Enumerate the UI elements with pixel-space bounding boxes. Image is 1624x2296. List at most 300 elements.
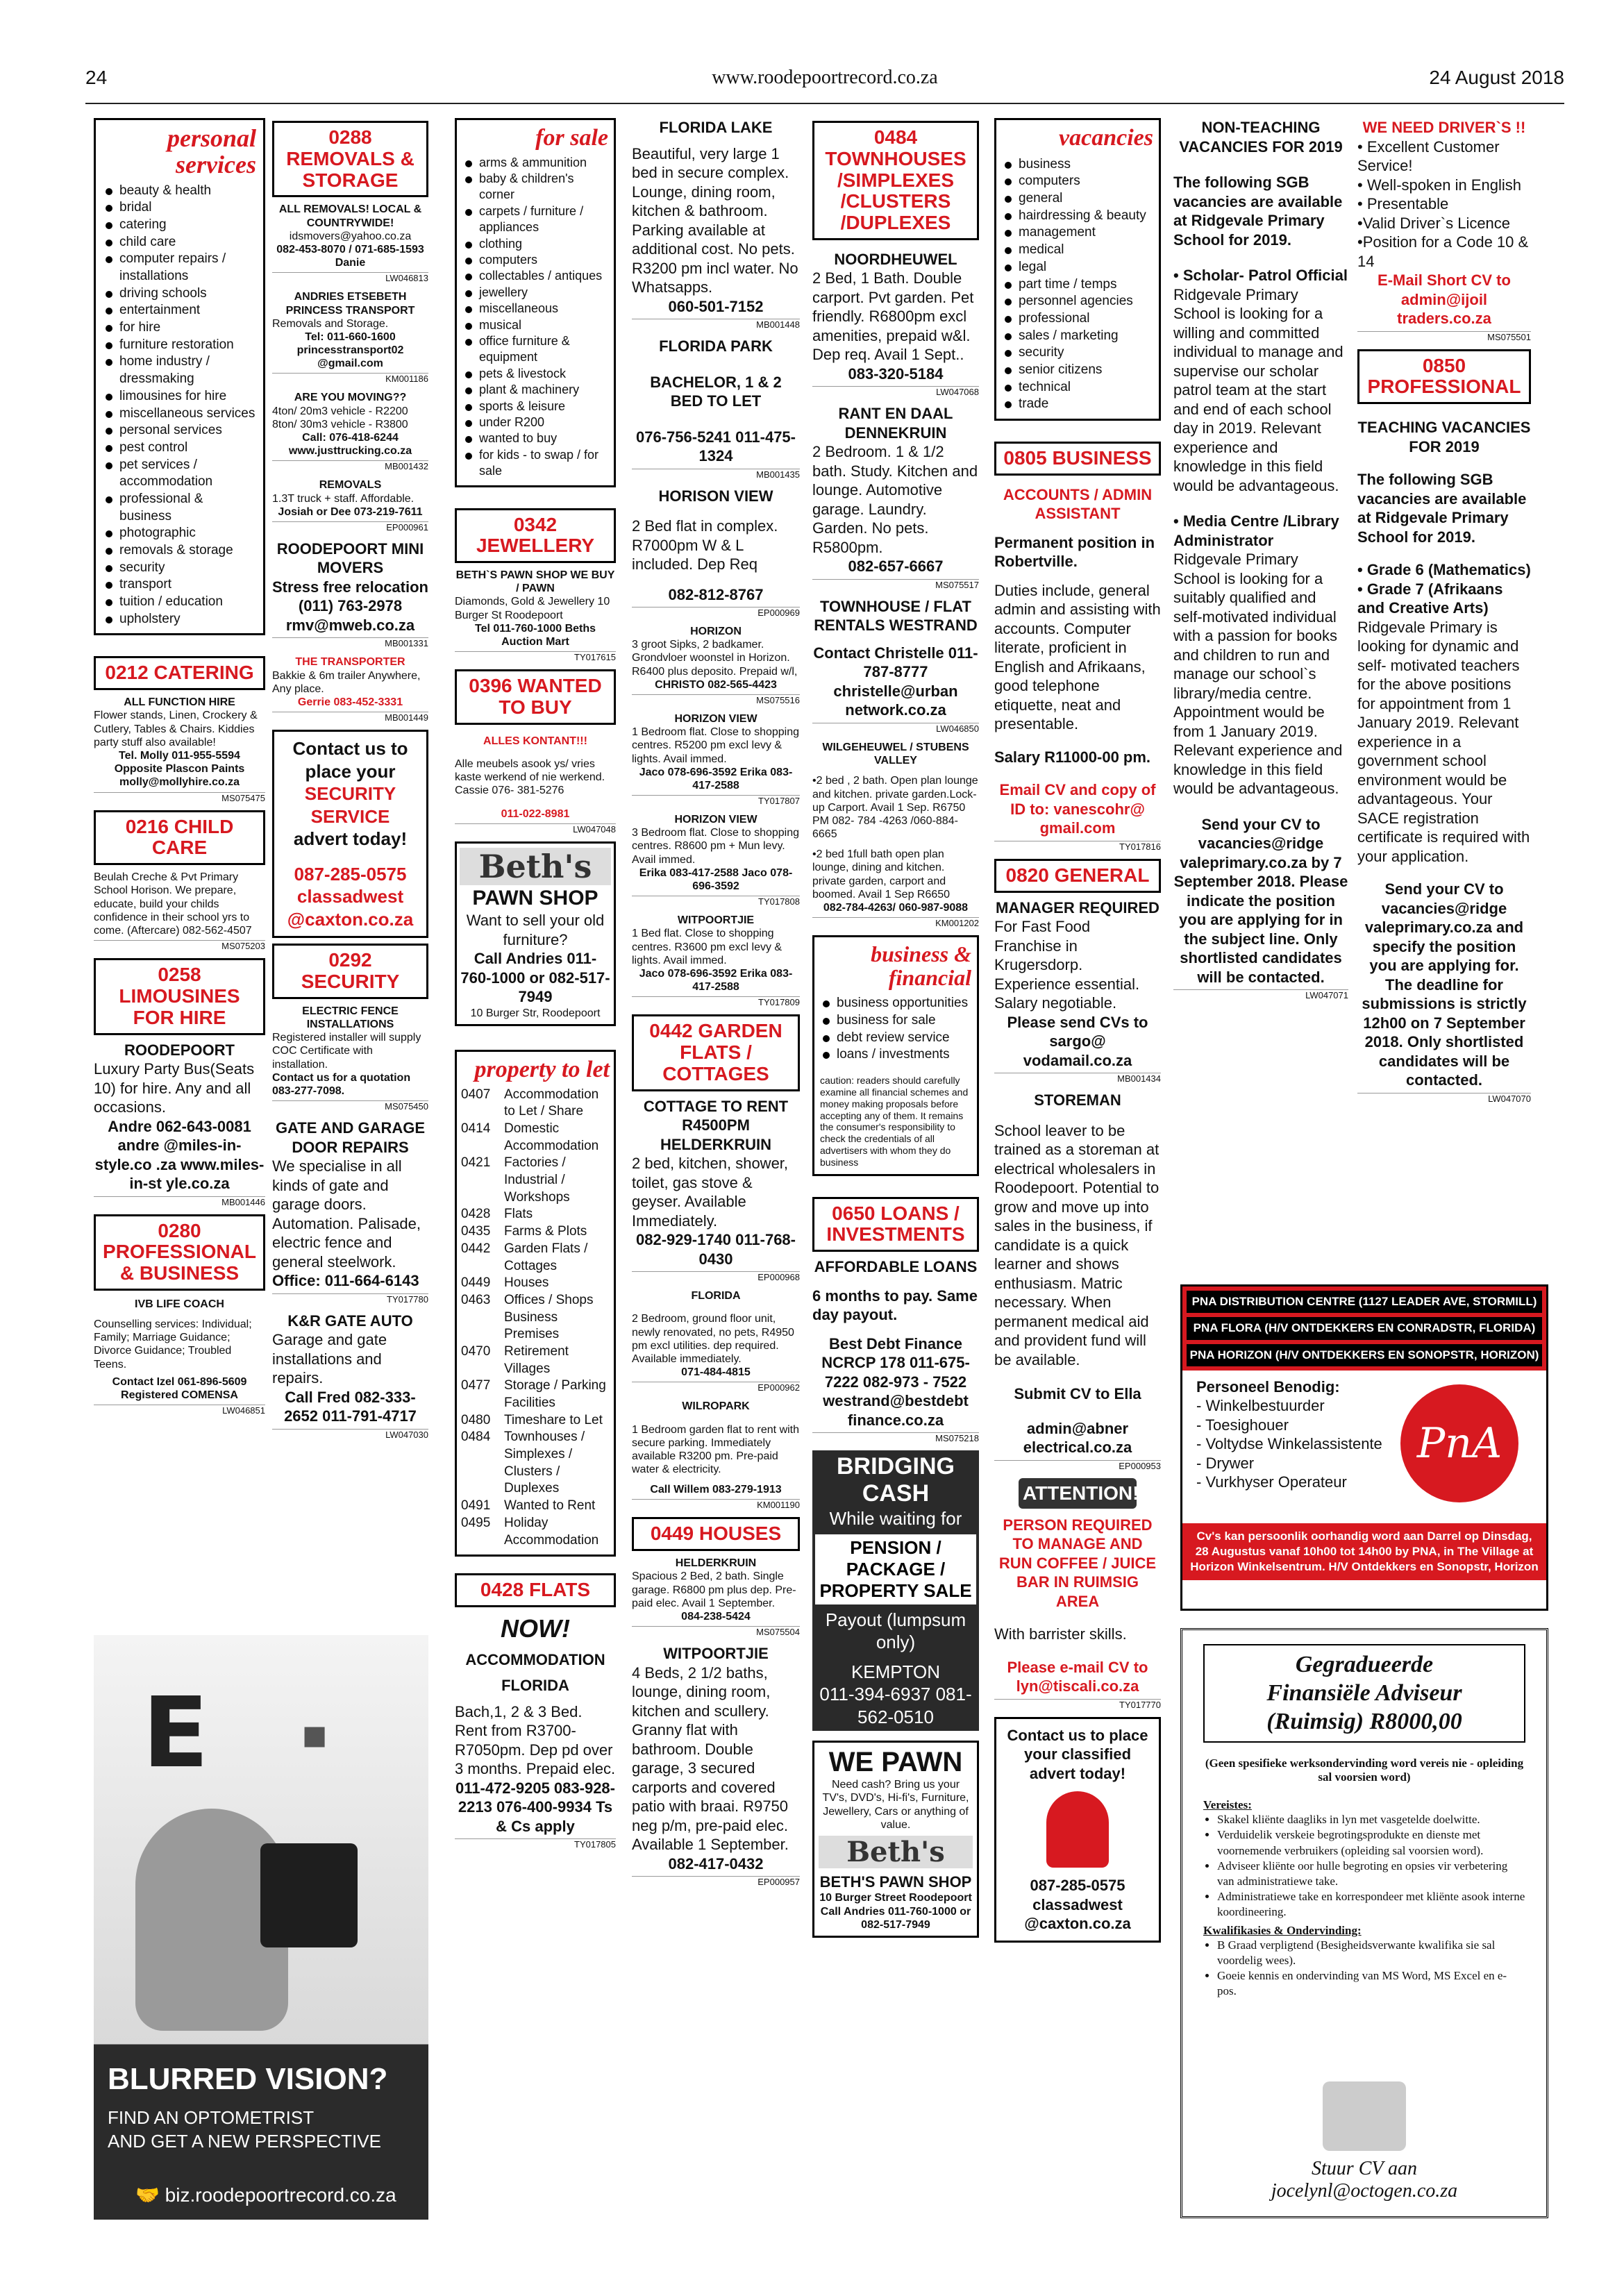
we-pawn-title: WE PAWN xyxy=(828,1747,963,1778)
bridging-line5: KEMPTON xyxy=(851,1661,941,1682)
property-category-item[interactable] xyxy=(461,1121,610,1155)
grad-req-list xyxy=(1203,1812,1525,1920)
for-sale-category-item[interactable]: office furniture & equipment xyxy=(462,333,608,366)
attention-logo: ATTENTION! xyxy=(1019,1478,1137,1509)
business-b2: Duties include, general admin and assisting with accounts. Computer literate, proficient in English and Afrikaans, good telephone etiquette, neat and presentable. xyxy=(994,581,1161,733)
we-pawn-address: 10 Burger Street Roodepoort xyxy=(819,1892,972,1904)
flats-heading: 0428 FLATS xyxy=(455,1573,616,1607)
c4-a7-body: 1 Bed flat. Close to shopping centres. R3600 pm excl levy & lights. Avail immed. xyxy=(632,928,782,966)
attention-body: With barrister skills. xyxy=(994,1625,1127,1643)
limo-contact: Andre 062-643-0081 andre @miles-in-style.co .za www.miles-in-st yle.co.za xyxy=(94,1117,265,1192)
property-category-item[interactable] xyxy=(461,1377,610,1411)
for-sale-category-item[interactable]: collectables / antiques xyxy=(462,268,608,284)
teach-p1: Ridgevale Primary is looking for dynamic and self- motivated teachers for the above positions for appointment from 1 January 2019. Relevant experience in a government school environment would be advantageous. Your SACE registration certificate is required with your application. xyxy=(1357,618,1530,865)
removals-a6-body: Bakkie & 6m trailer Anywhere, Any place. xyxy=(272,669,421,695)
grad-list-item: • B Graad verpligtend (Besigheidsverwante kwalifika sie sal voordelig wees). xyxy=(1217,1938,1525,1968)
pna-footer: Cv's kan persoonlik oorhandig word aan Darrel op Dinsdag, 28 Augustus vanaf 10h00 tot 14h00 by PNA, in The Village at Horizon Winkelsentrum. H/V Ontdekkers en Sonopstr, Horizon xyxy=(1182,1523,1546,1580)
bf-category-item[interactable]: loans / investments xyxy=(820,1046,971,1064)
security-ad-line1: Contact us to place your xyxy=(292,738,408,782)
gate-contact: Office: 011-664-6143 xyxy=(272,1272,419,1290)
security-ad-email1: classadwest xyxy=(296,886,404,907)
eye-chart-letters: ■ xyxy=(302,1712,328,1759)
vacancy-category-item[interactable]: computers xyxy=(1002,173,1153,190)
catering-contact: Tel. Molly 011-955-5594 Opposite Plascon Paints molly@mollyhire.co.za xyxy=(114,750,245,789)
storeman-code: EP000953 xyxy=(994,1460,1161,1471)
we-pawn-shop: BETH'S PAWN SHOP xyxy=(819,1872,972,1891)
pna-position-label: Toesighouer xyxy=(1205,1416,1289,1434)
business-salary: Salary R11000-00 pm. xyxy=(994,748,1151,766)
garden-body: 2 bed, kitchen, shower, toilet, gas stove & geyser. Available Immediately. xyxy=(632,1155,789,1230)
teach-code: LW047070 xyxy=(1357,1093,1531,1104)
for-sale-category-item[interactable]: clothing xyxy=(462,236,608,252)
childcare-heading: 0216 CHILD CARE xyxy=(94,810,265,866)
property-category-item[interactable] xyxy=(461,1155,610,1206)
nonteach-intro: The following SGB vacancies are available at Ridgevale Primary School for 2019. xyxy=(1173,174,1343,249)
security-code: MS075450 xyxy=(272,1100,428,1112)
pna-position: - Toesighouer xyxy=(1196,1416,1289,1434)
nonteach-p1-title: • Scholar- Patrol Official xyxy=(1173,267,1348,284)
garden3-body: 1 Bedroom garden flat to rent with secure parking. Immediately available R3200 pm. Pre-paid water & electricity. xyxy=(632,1423,800,1476)
flats-code: TY017805 xyxy=(455,1838,616,1850)
security-body: Registered installer will supply COC Certificate with installation. xyxy=(272,1032,421,1071)
contact-ad-text: Contact us to place your classified advert today! xyxy=(1007,1726,1148,1782)
attention-title: PERSON REQUIRED TO MANAGE AND RUN COFFEE / JUICE BAR IN RUIMSIG AREA xyxy=(998,1516,1157,1610)
property-category-item[interactable] xyxy=(461,1343,610,1377)
town-title: NOORDHEUWEL xyxy=(834,250,957,268)
security-ad-phone: 087-285-0575 xyxy=(294,863,407,885)
optometrist-ad-title: BLURRED VISION? xyxy=(108,2062,388,2096)
jewellery-title: BETH`S PAWN SHOP WE BUY / PAWN xyxy=(455,569,615,595)
c4-a3-contact: 082-812-8767 xyxy=(668,585,764,603)
we-pawn-ad[interactable] xyxy=(812,1741,979,1938)
personal-category-item[interactable]: transport xyxy=(103,576,256,594)
removals-a6-title: THE TRANSPORTER xyxy=(295,656,405,669)
page-header xyxy=(85,67,1564,94)
grad-qual-list xyxy=(1203,1938,1525,1999)
column-6 xyxy=(994,118,1161,2213)
town3-code: LW046850 xyxy=(812,723,979,734)
personal-category-item[interactable]: catering xyxy=(103,217,256,234)
property-label: Domestic Accommodation xyxy=(504,1121,599,1153)
loans-body: 6 months to pay. Same day payout. xyxy=(812,1287,978,1324)
removals-heading: 0288 REMOVALS & STORAGE xyxy=(272,121,428,197)
column-2 xyxy=(272,118,428,2213)
catering-title: ALL FUNCTION HIRE xyxy=(124,696,235,709)
vacancy-category-item[interactable]: technical xyxy=(1002,379,1153,396)
nonteach-code: LW047071 xyxy=(1173,989,1348,1000)
c4-a2-title: FLORIDA PARK xyxy=(659,337,773,355)
garden2-body: 2 Bedroom, ground floor unit, newly renovated, no pets, R4950 pm excl utilities. dep required. Available immediately. xyxy=(632,1313,794,1365)
removals-a5-title: ROODEPOORT MINI MOVERS xyxy=(276,539,424,577)
property-code: 0435 xyxy=(461,1224,491,1239)
contact-ad-phone: 087-285-0575 xyxy=(1030,1877,1125,1895)
personal-category-item[interactable]: tuition / education xyxy=(103,594,256,611)
c4-a6-code: TY017808 xyxy=(632,896,800,907)
c4-a2-code: MB001435 xyxy=(632,469,800,480)
c4-a5-contact: Jaco 078-696-3592 Erika 083-417-2588 xyxy=(639,766,793,791)
grad-list-item: • Skakel kliënte daagliks in lyn met vasgetelde doelwitte. xyxy=(1217,1812,1525,1827)
town5-code: KM001202 xyxy=(812,917,979,928)
personal-category-item[interactable]: pet services / accommodation xyxy=(103,457,256,491)
property-code: 0421 xyxy=(461,1155,491,1171)
removals-a2-body: Removals and Storage. xyxy=(272,317,389,330)
handshake-image xyxy=(1323,2081,1406,2151)
personal-services-list xyxy=(103,183,256,628)
storeman-email: admin@abner electrical.co.za xyxy=(1023,1419,1132,1457)
business-financial-box xyxy=(812,935,979,1175)
pna-position-label: Drywer xyxy=(1205,1454,1255,1472)
bf-title: business & financial xyxy=(871,941,971,990)
vacancy-category-item[interactable]: personnel agencies xyxy=(1002,293,1153,310)
personal-category-item[interactable]: furniture restoration xyxy=(103,337,256,354)
storeman-body: School leaver to be trained as a storeman at electrical wholesalers in Roodepoort. Potential to grow and move up into sales in the business, if candidate is a quick learner and shows enthusiasm. Matric necessary. When permanent medical aid and provident fund will be available. xyxy=(994,1121,1160,1368)
vacancy-category-item[interactable]: business xyxy=(1002,156,1153,174)
nonteach-contact: Send your CV to vacancies@ridge valeprimary.co.za by 7 September 2018. Please indicate the position you are applying for in the subject line. Only shortlisted candidates will be contacted. xyxy=(1173,815,1348,986)
personal-category-item[interactable]: photographic xyxy=(103,525,256,542)
removals-a2-title: ANDRIES ETSEBETH PRINCESS TRANSPORT xyxy=(285,291,415,317)
town4-title: WILGEHEUWEL / STUBENS VALLEY xyxy=(822,741,969,767)
general-code: MB001434 xyxy=(994,1073,1161,1084)
vacancy-category-item[interactable]: part time / temps xyxy=(1002,276,1153,294)
bf-category-item[interactable]: business opportunities xyxy=(820,995,971,1012)
security-contact-ad[interactable] xyxy=(272,730,428,938)
beths-contact: Call Andries 011-760-1000 or 082-517-7949 xyxy=(460,950,610,1006)
property-label: Houses xyxy=(504,1275,549,1291)
kr-body: Garage and gate installations and repairs. xyxy=(272,1331,387,1387)
property-list xyxy=(461,1087,610,1550)
property-category-item[interactable] xyxy=(461,1223,610,1241)
c4-a6-title: HORIZON VIEW xyxy=(674,814,757,826)
for-sale-category-item[interactable]: carpets / furniture / appliances xyxy=(462,203,608,236)
removals-a4-code: EP000961 xyxy=(272,521,428,533)
limo-heading: 0258 LIMOUSINES FOR HIRE xyxy=(94,958,265,1034)
removals-a4-title: REMOVALS xyxy=(319,479,382,492)
vacancy-category-item[interactable]: security xyxy=(1002,344,1153,362)
for-sale-title: for sale xyxy=(535,125,608,151)
garden-heading: 0442 GARDEN FLATS / COTTAGES xyxy=(632,1014,800,1091)
grad-contact1: Stuur CV aan xyxy=(1312,2158,1417,2179)
prof-title: IVB LIFE COACH xyxy=(135,1298,224,1310)
town-body: 2 Bed, 1 Bath. Double carport. Pvt garden. Pet friendly. R6800pm excl amenities, prepaid w&l. Dep req. Avail 1 Sept.. xyxy=(812,269,974,364)
kr-title: K&R GATE AUTO xyxy=(287,1312,413,1330)
beths-logo: Beth's xyxy=(460,848,611,885)
grad-req-title: Vereistes: xyxy=(1203,1798,1252,1812)
security-contact: Contact us for a quotation 083-277-7098. xyxy=(272,1071,411,1097)
for-sale-category-item[interactable]: pets & livestock xyxy=(462,366,608,382)
nonteach-p1: Ridgevale Primary School is looking for a willing and committed individual to manage and supervise our scholar patrol team at the start and end of each school day in 2019. Relevant experience and knowledge in this field would be advantageous. xyxy=(1173,285,1343,494)
property-code: 0477 xyxy=(461,1378,491,1393)
grad-contact xyxy=(1182,2081,1546,2202)
flats-body: Bach,1, 2 & 3 Bed. Rent from R3700-R7050pm. Dep pd over 3 months. Prepaid elec. xyxy=(455,1702,616,1778)
property-code: 0442 xyxy=(461,1241,491,1256)
personal-category-item[interactable]: entertainment xyxy=(103,302,256,319)
personal-category-item[interactable]: pest control xyxy=(103,439,256,457)
removals-a3-title: ARE YOU MOVING?? xyxy=(294,392,407,404)
property-label: Timeshare to Let xyxy=(504,1412,603,1427)
graduate-adviser-ad[interactable] xyxy=(1180,1628,1548,2218)
bridging-cash-ad[interactable] xyxy=(812,1450,979,1731)
property-code: 0484 xyxy=(461,1430,491,1445)
grad-list-item: • Adviseer kliënte oor hulle begroting en opsies vir verbetering van administratiewe take. xyxy=(1217,1859,1525,1889)
houses-heading: 0449 HOUSES xyxy=(632,1517,800,1551)
optometrist-ad-line1: FIND AN OPTOMETRIST xyxy=(108,2107,315,2128)
property-code: 0480 xyxy=(461,1412,491,1427)
wanted-code: LW047048 xyxy=(455,823,616,835)
for-sale-category-item[interactable]: baby & children's corner xyxy=(462,171,608,203)
property-category-item[interactable] xyxy=(461,1292,610,1343)
removals-a3-contact: Call: 076-418-6244 www.justtrucking.co.za xyxy=(288,432,412,458)
grad-title2: Finansiële Adviseur xyxy=(1266,1679,1462,1706)
c4-a1-code: MB001448 xyxy=(632,319,800,330)
town2-code: MS075517 xyxy=(812,579,979,590)
page-number: 24 xyxy=(85,67,108,88)
property-code: 0495 xyxy=(461,1515,491,1530)
beths-pawn-ad[interactable] xyxy=(455,841,616,1026)
optometrist-ad-url-text: biz.roodepoortrecord.co.za xyxy=(165,2184,396,2206)
for-sale-category-item[interactable]: under R200 xyxy=(462,414,608,430)
personal-category-item[interactable]: professional & business xyxy=(103,491,256,525)
c4-a6-body: 3 Bedroom flat. Close to shopping centres. R8600 pm + Mun levy. Avail immed. xyxy=(632,827,800,866)
driver-requirement: • Well-spoken in English xyxy=(1357,176,1521,194)
jewellery-heading: 0342 JEWELLERY xyxy=(455,508,616,564)
grad-title3: (Ruimsig) R8000,00 xyxy=(1266,1708,1462,1734)
property-label: Accommodation to Let / Share xyxy=(504,1087,599,1119)
c4-a7-title: WITPOORTJIE xyxy=(677,914,755,927)
vacancy-category-item[interactable]: general xyxy=(1002,190,1153,208)
beths-body: Want to sell your old furniture? xyxy=(466,912,605,948)
c4-a4-code: MS075516 xyxy=(632,694,800,705)
handshake-icon: 🤝 xyxy=(135,2184,165,2206)
removals-a1-email: idsmovers@yahoo.co.za xyxy=(289,230,412,242)
grad-qual-title: Kwalifikasies & Ondervinding: xyxy=(1203,1924,1362,1938)
prof-body: Counselling services: Individual; Family; Marriage Guidance; Divorce Guidance; Troubled Teens. xyxy=(94,1318,252,1371)
for-sale-category-item[interactable]: plant & machinery xyxy=(462,382,608,398)
nonteach-p2-title: • Media Centre /Library Administrator xyxy=(1173,512,1339,549)
bridging-title: BRIDGING CASH xyxy=(837,1453,955,1507)
pna-position: - Drywer xyxy=(1196,1454,1255,1472)
vacancy-category-item[interactable]: professional xyxy=(1002,310,1153,328)
town2-body: 2 Bedroom. 1 & 1/2 bath. Study. Kitchen and lounge. Automotive garage. Laundry. Garden. No pets. R5800pm. xyxy=(812,443,978,556)
bf-category-item[interactable]: debt review service xyxy=(820,1030,971,1047)
security-ad-email2: @caxton.co.za xyxy=(287,908,414,930)
personal-category-item[interactable]: upholstery xyxy=(103,611,256,628)
property-label: Farms & Plots xyxy=(504,1224,587,1239)
attention-code: TY017770 xyxy=(994,1699,1161,1710)
header-rule xyxy=(85,103,1564,104)
personal-category-item[interactable]: bridal xyxy=(103,199,256,217)
gate-title: GATE AND GARAGE DOOR REPAIRS xyxy=(275,1119,426,1156)
personal-category-item[interactable]: for hire xyxy=(103,319,256,337)
removals-a2-code: KM001186 xyxy=(272,373,428,384)
property-label: Factories / Industrial / Workshops xyxy=(504,1155,570,1205)
vacancy-category-item[interactable]: senior citizens xyxy=(1002,362,1153,379)
grad-note: (Geen spesifieke werksondervinding word vereis nie - opleiding sal voorsien word) xyxy=(1205,1757,1524,1784)
personal-category-item[interactable]: security xyxy=(103,560,256,577)
property-code: 0414 xyxy=(461,1121,491,1136)
prof-heading: 0280 PROFESSIONAL & BUSINESS xyxy=(94,1214,265,1291)
vacancies-list xyxy=(1002,156,1153,413)
we-pawn-logo: Beth's xyxy=(819,1836,973,1868)
for-sale-category-item[interactable]: wanted to buy xyxy=(462,430,608,446)
vacancies-title: vacancies xyxy=(1059,125,1153,151)
kr-contact: Call Fred 082-333-2652 011-791-4717 xyxy=(284,1388,417,1425)
for-sale-list xyxy=(462,155,608,480)
teach-contact: Send your CV to vacancies@ridge valeprimary.co.za and specify the position you are applying for. The deadline for submissions is strictly 12h00 on 7 September 2018. Only shortlisted candidates will be contacted. xyxy=(1362,880,1527,1089)
property-category-item[interactable] xyxy=(461,1498,610,1515)
vacancy-category-item[interactable]: sales / marketing xyxy=(1002,328,1153,345)
garden2-contact: 071-484-4815 xyxy=(681,1366,751,1379)
pna-position-label: Vurkhyser Operateur xyxy=(1205,1473,1347,1491)
property-category-item[interactable] xyxy=(461,1275,610,1292)
property-label: Storage / Parking Facilities xyxy=(504,1378,606,1410)
for-sale-category-item[interactable]: musical xyxy=(462,317,608,333)
property-label: Offices / Shops Business Premises xyxy=(504,1292,594,1342)
catering-code: MS075475 xyxy=(94,792,265,803)
contact-classified-ad[interactable] xyxy=(994,1717,1161,1943)
property-code: 0428 xyxy=(461,1207,491,1222)
security-ad-line2: SECURITY SERVICE xyxy=(304,783,396,827)
town2-contact: 082-657-6667 xyxy=(848,558,944,576)
storeman-title: STOREMAN xyxy=(1034,1091,1121,1109)
vacancy-category-item[interactable]: medical xyxy=(1002,242,1153,259)
property-label: Wanted to Rent xyxy=(504,1498,596,1514)
grad-title1: Gegradueerde xyxy=(1295,1652,1434,1677)
grad-contact2: jocelynl@octogen.co.za xyxy=(1271,2180,1458,2202)
grad-list-item: • Goeie kennis en ondervinding van MS Word, MS Excel en e-pos. xyxy=(1217,1968,1525,1999)
property-label: Townhouses / Simplexes / Clusters / Duplexes xyxy=(504,1430,585,1496)
property-category-item[interactable] xyxy=(461,1412,610,1430)
loans-contact: Best Debt Finance NCRCP 178 011-675-7222 082-973 - 7522 westrand@bestdebt finance.co.za xyxy=(821,1334,970,1429)
grad-list-item: • Administratiewe take en korrespondeer met kliënte asook interne koordineering. xyxy=(1217,1889,1525,1920)
column-5 xyxy=(812,118,979,2213)
business-b1: Permanent position in Robertville. xyxy=(994,533,1155,571)
loans-title: AFFORDABLE LOANS xyxy=(814,1258,978,1276)
removals-a4-body: 1.3T truck + staff. Affordable. xyxy=(272,492,415,505)
town3-title: TOWNHOUSE / FLAT RENTALS WESTRAND xyxy=(814,597,978,635)
general-title: MANAGER REQUIRED xyxy=(996,898,1160,916)
garden3-code: KM001190 xyxy=(632,1499,800,1510)
childcare-body: Beulah Creche & Pvt Primary School Horison. We prepare, educate, build your childs confidence in their school yrs to come. (Aftercare) 082-562-4507 xyxy=(94,871,252,937)
personal-category-item[interactable]: child care xyxy=(103,234,256,251)
wanted-body: Alle meubels asook ys/ vries kaste werkend of nie werkend. Cassie 076- 381-5276 xyxy=(455,758,605,797)
personal-category-item[interactable]: driving schools xyxy=(103,285,256,303)
town5-body: •2 bed 1full bath open plan lounge, dining and kitchen. private garden, carport and boomed. Avail 1 Sep R6650 xyxy=(812,848,951,900)
pna-position: - Voltydse Winkelassistente xyxy=(1196,1435,1382,1453)
property-title: property to let xyxy=(474,1056,610,1082)
driver-requirement: •Position for a Code 10 & 14 xyxy=(1357,233,1529,270)
kr-code: LW047030 xyxy=(272,1429,428,1440)
wanted-heading: 0396 WANTED TO BUY xyxy=(455,669,616,725)
removals-a3-code: MB001432 xyxy=(272,460,428,471)
property-box xyxy=(455,1050,616,1557)
garden3-contact: Call Willem 083-279-1913 xyxy=(650,1484,782,1496)
pna-ad[interactable] xyxy=(1180,1284,1548,1611)
removals-a1-code: LW046813 xyxy=(272,272,428,283)
personal-category-item[interactable]: home industry / dressmaking xyxy=(103,353,256,387)
vacancy-category-item[interactable]: legal xyxy=(1002,259,1153,276)
c4-a1-title: FLORIDA LAKE xyxy=(659,119,773,136)
phone-icon xyxy=(1046,1791,1109,1868)
c4-a3-title: HORISON VIEW xyxy=(658,487,773,505)
garden2-title: FLORIDA xyxy=(691,1290,741,1302)
for-sale-category-item[interactable]: computers xyxy=(462,252,608,268)
personal-category-item[interactable]: miscellaneous services xyxy=(103,405,256,423)
driver-requirement: • Presentable xyxy=(1357,195,1449,212)
removals-a4-contact: Josiah or Dee 073-219-7611 xyxy=(278,505,423,518)
houses-contact: 084-238-5424 xyxy=(681,1611,751,1623)
town4-body: •2 bed , 2 bath. Open plan lounge and kitchen. private garden.Lock-up Carport. Avail 1 Sep. R6750 PM 082- 784 -4263 /060-884-6665 xyxy=(812,775,978,841)
pna-title: Personeel Benodig: xyxy=(1196,1377,1340,1396)
grad-header xyxy=(1203,1644,1525,1743)
townhouses-heading: 0484 TOWNHOUSES /SIMPLEXES /CLUSTERS /DUPLEXES xyxy=(812,121,979,240)
catering-body: Flower stands, Linen, Crockery & Cutlery, Tables & Chairs. Kiddies party stuff also available! xyxy=(94,710,258,748)
limo-body: Luxury Party Bus(Seats 10) for hire. Any and all occasions. xyxy=(94,1060,255,1116)
property-category-item[interactable] xyxy=(461,1206,610,1223)
catering-heading: 0212 CATERING xyxy=(94,656,265,690)
town-contact: 083-320-5184 xyxy=(848,364,944,383)
pna-body xyxy=(1182,1371,1546,1523)
for-sale-category-item[interactable]: miscellaneous xyxy=(462,301,608,317)
property-category-item[interactable] xyxy=(461,1241,610,1275)
town5-contact: 082-784-4263/ 060-987-9088 xyxy=(823,902,969,914)
personal-category-item[interactable]: limousines for hire xyxy=(103,388,256,405)
bridging-line2: While waiting for xyxy=(829,1508,962,1530)
vacancy-category-item[interactable]: trade xyxy=(1002,396,1153,413)
c4-a3-code: EP000969 xyxy=(632,607,800,618)
garden3-title: WILROPARK xyxy=(682,1400,750,1413)
business-title: ACCOUNTS / ADMIN ASSISTANT xyxy=(1003,485,1153,523)
pna-header xyxy=(1182,1287,1546,1371)
security-ad-line3: advert today! xyxy=(293,828,408,850)
storeman-contact: Submit CV to Ella xyxy=(1014,1385,1141,1403)
for-sale-category-item[interactable]: for kids - to swap / for sale xyxy=(462,447,608,480)
town-code: LW047068 xyxy=(812,386,979,397)
houses2-code: EP000957 xyxy=(632,1876,800,1887)
for-sale-category-item[interactable]: sports & leisure xyxy=(462,399,608,414)
bf-category-item[interactable]: business for sale xyxy=(820,1012,971,1030)
pna-h1: PNA DISTRIBUTION CENTRE (1127 LEADER AVE, STORMILL) xyxy=(1187,1291,1542,1313)
flats-title2: FLORIDA xyxy=(501,1677,569,1695)
removals-a2-contact: Tel: 011-660-1600 princesstransport02 @gmail.com xyxy=(296,330,404,370)
vacancy-category-item[interactable]: management xyxy=(1002,224,1153,242)
limo-title: ROODEPOORT xyxy=(124,1041,235,1059)
garden-code: EP000968 xyxy=(632,1271,800,1282)
business-heading: 0805 BUSINESS xyxy=(994,442,1161,476)
jewellery-contact: Tel 011-760-1000 Beths Auction Mart xyxy=(474,622,596,648)
drivers-title: WE NEED DRIVER`S !! xyxy=(1362,119,1526,136)
property-category-item[interactable] xyxy=(461,1429,610,1498)
teach-title: TEACHING VACANCIES FOR 2019 xyxy=(1357,419,1531,455)
wanted-title: ALLES KONTANT!!! xyxy=(483,735,587,747)
town2-title: RANT EN DAAL DENNEKRUIN xyxy=(838,405,953,442)
personal-category-item[interactable]: removals & storage xyxy=(103,542,256,560)
garden2-code: EP000962 xyxy=(632,1382,800,1393)
site-url[interactable]: www.roodepoortrecord.co.za xyxy=(712,67,938,88)
for-sale-category-item[interactable]: arms & ammunition xyxy=(462,155,608,171)
for-sale-category-item[interactable]: jewellery xyxy=(462,285,608,301)
c4-a4-contact: CHRISTO 082-565-4423 xyxy=(655,678,777,691)
vacancy-category-item[interactable]: hairdressing & beauty xyxy=(1002,208,1153,225)
c4-a1-contact: 060-501-7152 xyxy=(668,297,764,315)
personal-category-item[interactable]: computer repairs / installations xyxy=(103,251,256,285)
property-category-item[interactable] xyxy=(461,1087,610,1121)
property-category-item[interactable] xyxy=(461,1515,610,1549)
personal-category-item[interactable]: personal services xyxy=(103,422,256,439)
c4-a4-body: 3 groot Sipks, 2 badkamer. Grondvloer woonstel in Horizon. R6400 plus deposito. Prepaid w/l, xyxy=(632,639,798,678)
personal-category-item[interactable]: beauty & health xyxy=(103,183,256,200)
security-title: ELECTRIC FENCE INSTALLATIONS xyxy=(302,1005,399,1030)
vacancies-box xyxy=(994,118,1161,421)
